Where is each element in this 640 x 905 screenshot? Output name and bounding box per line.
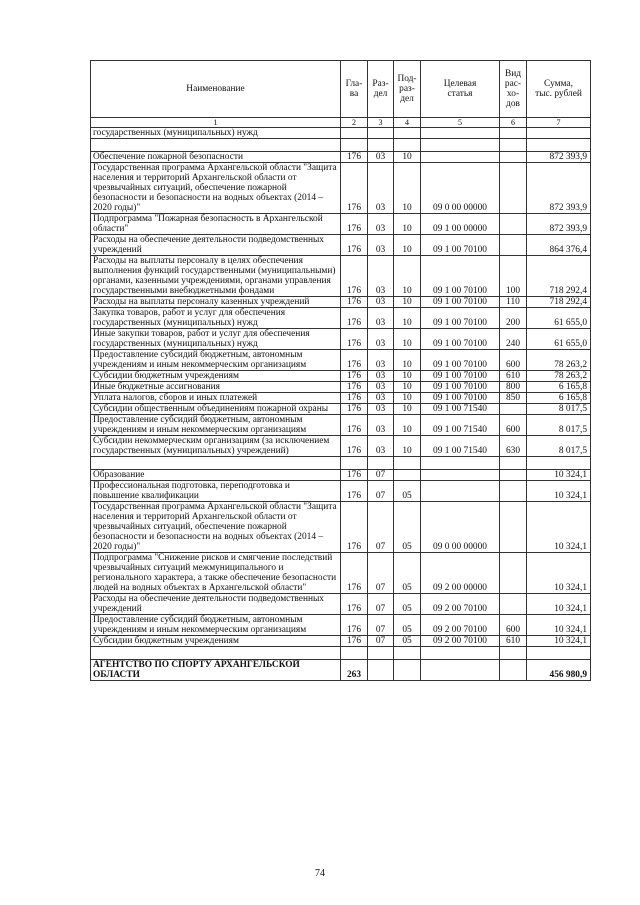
cell-statya: 09 1 00 70100: [421, 350, 500, 371]
cell-vid: 600: [500, 615, 527, 636]
cell-statya: [421, 481, 500, 502]
table-row: [91, 502, 591, 553]
cell-vid: [500, 553, 527, 594]
table-row: [91, 128, 591, 139]
blank-cell: [91, 647, 341, 660]
page-number: 74: [315, 868, 325, 879]
cell-name: Предоставление субсидий бюджетным, автономным учреждениям и иным некоммерческим организациям: [91, 415, 341, 436]
cell-summa: 78 263,2: [527, 350, 591, 371]
blank-cell: [368, 139, 394, 152]
header-summa: Сумма, тыс. рублей: [527, 61, 591, 118]
cell-podrazdel: 10: [394, 350, 421, 371]
cell-name: Образование: [91, 470, 341, 481]
cell-vid: 110: [500, 297, 527, 308]
table-row: [91, 214, 591, 235]
cell-podrazdel: 10: [394, 393, 421, 404]
cell-glava: 176: [341, 297, 368, 308]
table-row: [91, 329, 591, 350]
cell-razdel: 03: [368, 256, 394, 297]
blank-cell: [527, 647, 591, 660]
cell-glava: 263: [341, 660, 368, 681]
cell-summa: 61 655,0: [527, 329, 591, 350]
cell-summa: [527, 128, 591, 139]
header-name: Наименование: [91, 61, 341, 118]
column-number-row: [91, 118, 591, 128]
cell-vid: 610: [500, 636, 527, 647]
cell-podrazdel: 05: [394, 636, 421, 647]
cell-name: Субсидии бюджетным учреждениям: [91, 371, 341, 382]
cell-razdel: 03: [368, 152, 394, 163]
table-row: [91, 235, 591, 256]
cell-podrazdel: 10: [394, 214, 421, 235]
cell-statya: 09 1 00 71540: [421, 415, 500, 436]
cell-razdel: 03: [368, 415, 394, 436]
cell-statya: [421, 128, 500, 139]
cell-glava: 176: [341, 371, 368, 382]
cell-summa: 6 165,8: [527, 382, 591, 393]
cell-name: Предоставление субсидий бюджетным, автономным учреждениям и иным некоммерческим организациям: [91, 350, 341, 371]
cell-vid: [500, 214, 527, 235]
table-row: [91, 415, 591, 436]
cell-razdel: 03: [368, 371, 394, 382]
cell-podrazdel: 10: [394, 297, 421, 308]
table-row: [91, 481, 591, 502]
table-row: [91, 636, 591, 647]
cell-name: Субсидии общественным объединениям пожарной охраны: [91, 404, 341, 415]
cell-statya: 09 2 00 70100: [421, 594, 500, 615]
cell-name: Закупка товаров, работ и услуг для обеспечения государственных (муниципальных) нужд: [91, 308, 341, 329]
cell-vid: [500, 152, 527, 163]
cell-name: Субсидии бюджетным учреждениям: [91, 636, 341, 647]
cell-statya: 09 1 00 70100: [421, 371, 500, 382]
blank-cell: [394, 647, 421, 660]
cell-vid: [500, 235, 527, 256]
cell-glava: 176: [341, 415, 368, 436]
cell-vid: 630: [500, 436, 527, 457]
cell-name: АГЕНТСТВО ПО СПОРТУ АРХАНГЕЛЬСКОЙ ОБЛАСТИ: [91, 660, 341, 681]
cell-glava: 176: [341, 436, 368, 457]
header-razdel: Раз- дел: [368, 61, 394, 118]
cell-summa: 10 324,1: [527, 502, 591, 553]
cell-name: Расходы на обеспечение деятельности подведомственных учреждений: [91, 235, 341, 256]
cell-podrazdel: 10: [394, 415, 421, 436]
cell-glava: 176: [341, 502, 368, 553]
cell-glava: 176: [341, 152, 368, 163]
cell-name: Профессиональная подготовка, переподготовка и повышение квалификации: [91, 481, 341, 502]
cell-podrazdel: 10: [394, 404, 421, 415]
blank-cell: [500, 647, 527, 660]
cell-name: Подпрограмма "Снижение рисков и смягчение последствий чрезвычайных ситуаций межмуниципального и регионального характера, а также обеспечение безопасности людей на водных объектах в Архангельской области": [91, 553, 341, 594]
blank-cell: [421, 139, 500, 152]
cell-summa: 10 324,1: [527, 553, 591, 594]
cell-podrazdel: [394, 128, 421, 139]
cell-razdel: 07: [368, 502, 394, 553]
cell-podrazdel: 10: [394, 329, 421, 350]
cell-vid: [500, 470, 527, 481]
table-row: [91, 553, 591, 594]
cell-summa: 61 655,0: [527, 308, 591, 329]
cell-podrazdel: 10: [394, 436, 421, 457]
cell-glava: 176: [341, 256, 368, 297]
cell-podrazdel: 05: [394, 502, 421, 553]
cell-vid: 600: [500, 350, 527, 371]
blank-cell: [91, 139, 341, 152]
cell-vid: 240: [500, 329, 527, 350]
cell-name: Обеспечение пожарной безопасности: [91, 152, 341, 163]
column-number: 7: [527, 118, 591, 128]
cell-summa: 872 393,9: [527, 214, 591, 235]
cell-glava: 176: [341, 308, 368, 329]
cell-razdel: 03: [368, 308, 394, 329]
table-row: [91, 660, 591, 681]
cell-summa: 718 292,4: [527, 297, 591, 308]
cell-vid: [500, 163, 527, 214]
cell-name: Предоставление субсидий бюджетным, автономным учреждениям и иным некоммерческим организациям: [91, 615, 341, 636]
cell-glava: 176: [341, 393, 368, 404]
cell-razdel: 03: [368, 297, 394, 308]
cell-razdel: 03: [368, 350, 394, 371]
cell-summa: 6 165,8: [527, 393, 591, 404]
cell-glava: 176: [341, 594, 368, 615]
table-row: [91, 350, 591, 371]
cell-vid: [500, 660, 527, 681]
cell-razdel: [368, 128, 394, 139]
cell-statya: 09 1 00 70100: [421, 235, 500, 256]
table-row: [91, 470, 591, 481]
blank-cell: [394, 457, 421, 470]
table-row: [91, 382, 591, 393]
cell-razdel: [368, 660, 394, 681]
cell-razdel: 07: [368, 481, 394, 502]
blank-cell: [421, 457, 500, 470]
cell-podrazdel: [394, 660, 421, 681]
cell-summa: 78 263,2: [527, 371, 591, 382]
table-row: [91, 308, 591, 329]
blank-cell: [341, 647, 368, 660]
cell-glava: 176: [341, 553, 368, 594]
cell-name: государственных (муниципальных) нужд: [91, 128, 341, 139]
cell-podrazdel: 05: [394, 594, 421, 615]
cell-name: Расходы на выплаты персоналу казенных учреждений: [91, 297, 341, 308]
cell-name: Субсидии некоммерческим организациям (за исключением государственных (муниципальных) учреждений): [91, 436, 341, 457]
blank-cell: [394, 139, 421, 152]
cell-podrazdel: 10: [394, 308, 421, 329]
cell-summa: 718 292,4: [527, 256, 591, 297]
cell-glava: 176: [341, 329, 368, 350]
cell-glava: 176: [341, 163, 368, 214]
cell-statya: 09 2 00 70100: [421, 615, 500, 636]
cell-podrazdel: 10: [394, 152, 421, 163]
cell-statya: [421, 152, 500, 163]
cell-podrazdel: [394, 470, 421, 481]
blank-row: [91, 139, 591, 152]
cell-summa: 872 393,9: [527, 152, 591, 163]
budget-table: [90, 60, 591, 681]
table-row: [91, 163, 591, 214]
table-row: [91, 404, 591, 415]
table-row: [91, 615, 591, 636]
cell-glava: 176: [341, 404, 368, 415]
blank-cell: [368, 457, 394, 470]
blank-row: [91, 647, 591, 660]
cell-statya: 09 2 00 00000: [421, 553, 500, 594]
table-row: [91, 256, 591, 297]
cell-glava: 176: [341, 382, 368, 393]
cell-podrazdel: 05: [394, 481, 421, 502]
cell-glava: 176: [341, 350, 368, 371]
cell-podrazdel: 10: [394, 235, 421, 256]
cell-summa: 10 324,1: [527, 636, 591, 647]
cell-statya: 09 1 00 70100: [421, 256, 500, 297]
cell-razdel: 07: [368, 470, 394, 481]
cell-vid: [500, 128, 527, 139]
cell-razdel: 07: [368, 615, 394, 636]
table-row: [91, 436, 591, 457]
column-number: 4: [394, 118, 421, 128]
table-body: [91, 128, 591, 681]
blank-cell: [91, 457, 341, 470]
header-statya: Целевая статья: [421, 61, 500, 118]
cell-statya: 09 1 00 70100: [421, 308, 500, 329]
cell-razdel: 07: [368, 636, 394, 647]
cell-glava: 176: [341, 636, 368, 647]
cell-glava: 176: [341, 615, 368, 636]
cell-razdel: 03: [368, 163, 394, 214]
cell-statya: 09 0 00 00000: [421, 163, 500, 214]
cell-statya: [421, 660, 500, 681]
cell-summa: 10 324,1: [527, 615, 591, 636]
cell-vid: 610: [500, 371, 527, 382]
cell-summa: 10 324,1: [527, 481, 591, 502]
cell-razdel: 03: [368, 436, 394, 457]
cell-razdel: 07: [368, 553, 394, 594]
cell-vid: [500, 594, 527, 615]
cell-vid: 800: [500, 382, 527, 393]
table-header-row: [91, 61, 591, 118]
blank-cell: [341, 139, 368, 152]
column-number: 3: [368, 118, 394, 128]
blank-cell: [527, 457, 591, 470]
cell-vid: [500, 404, 527, 415]
cell-razdel: 03: [368, 329, 394, 350]
cell-vid: 100: [500, 256, 527, 297]
cell-podrazdel: 10: [394, 371, 421, 382]
cell-summa: 10 324,1: [527, 470, 591, 481]
column-number: 5: [421, 118, 500, 128]
table-row: [91, 371, 591, 382]
cell-summa: 8 017,5: [527, 404, 591, 415]
table-row: [91, 393, 591, 404]
cell-summa: 864 376,4: [527, 235, 591, 256]
cell-name: Иные бюджетные ассигнования: [91, 382, 341, 393]
budget-document: [90, 60, 590, 681]
cell-statya: 09 1 00 71540: [421, 436, 500, 457]
blank-cell: [421, 647, 500, 660]
cell-glava: 176: [341, 235, 368, 256]
cell-vid: [500, 481, 527, 502]
table-row: [91, 594, 591, 615]
cell-vid: [500, 502, 527, 553]
cell-podrazdel: 05: [394, 553, 421, 594]
blank-row: [91, 457, 591, 470]
cell-glava: [341, 128, 368, 139]
cell-summa: 872 393,9: [527, 163, 591, 214]
header-glava: Гла- ва: [341, 61, 368, 118]
cell-statya: 09 1 00 70100: [421, 393, 500, 404]
cell-name: Уплата налогов, сборов и иных платежей: [91, 393, 341, 404]
cell-glava: 176: [341, 214, 368, 235]
cell-summa: 10 324,1: [527, 594, 591, 615]
cell-name: Государственная программа Архангельской области "Защита населения и территорий Архангельской области от чрезвычайных ситуаций, обеспечение пожарной безопасности и безопасности на водных объектах (2014 – 2020 годы)": [91, 163, 341, 214]
cell-razdel: 03: [368, 393, 394, 404]
cell-statya: 09 1 00 00000: [421, 214, 500, 235]
cell-podrazdel: 10: [394, 382, 421, 393]
blank-cell: [500, 139, 527, 152]
blank-cell: [341, 457, 368, 470]
cell-statya: 09 1 00 71540: [421, 404, 500, 415]
cell-statya: 09 1 00 70100: [421, 297, 500, 308]
cell-name: Подпрограмма "Пожарная безопасность в Архангельской области": [91, 214, 341, 235]
cell-name: Расходы на обеспечение деятельности подведомственных учреждений: [91, 594, 341, 615]
cell-razdel: 03: [368, 214, 394, 235]
cell-razdel: 03: [368, 404, 394, 415]
column-number: 2: [341, 118, 368, 128]
table-row: [91, 152, 591, 163]
cell-vid: 200: [500, 308, 527, 329]
cell-name: Расходы на выплаты персоналу в целях обеспечения выполнения функций государственными (муниципальными) органами, казенными учреждениями, органами управления государственными внебюджетными фондами: [91, 256, 341, 297]
header-vid: Вид рас- хо- дов: [500, 61, 527, 118]
cell-statya: 09 1 00 70100: [421, 382, 500, 393]
header-podrazdel: Под- раз- дел: [394, 61, 421, 118]
cell-vid: 600: [500, 415, 527, 436]
cell-statya: 09 2 00 70100: [421, 636, 500, 647]
cell-summa: 8 017,5: [527, 436, 591, 457]
cell-podrazdel: 05: [394, 615, 421, 636]
blank-cell: [527, 139, 591, 152]
cell-name: Государственная программа Архангельской области "Защита населения и территорий Архангельской области от чрезвычайных ситуаций, обеспечение пожарной безопасности и безопасности на водных объектах (2014 – 2020 годы)": [91, 502, 341, 553]
blank-cell: [368, 647, 394, 660]
cell-razdel: 03: [368, 382, 394, 393]
cell-podrazdel: 10: [394, 163, 421, 214]
cell-statya: 09 1 00 70100: [421, 329, 500, 350]
cell-statya: 09 0 00 00000: [421, 502, 500, 553]
cell-name: Иные закупки товаров, работ и услуг для обеспечения государственных (муниципальных) нужд: [91, 329, 341, 350]
column-number: 1: [91, 118, 341, 128]
column-number: 6: [500, 118, 527, 128]
cell-glava: 176: [341, 470, 368, 481]
cell-razdel: 07: [368, 594, 394, 615]
table-row: [91, 297, 591, 308]
cell-vid: 850: [500, 393, 527, 404]
cell-podrazdel: 10: [394, 256, 421, 297]
cell-summa: 456 980,9: [527, 660, 591, 681]
cell-statya: [421, 470, 500, 481]
cell-razdel: 03: [368, 235, 394, 256]
blank-cell: [500, 457, 527, 470]
cell-glava: 176: [341, 481, 368, 502]
cell-summa: 8 017,5: [527, 415, 591, 436]
